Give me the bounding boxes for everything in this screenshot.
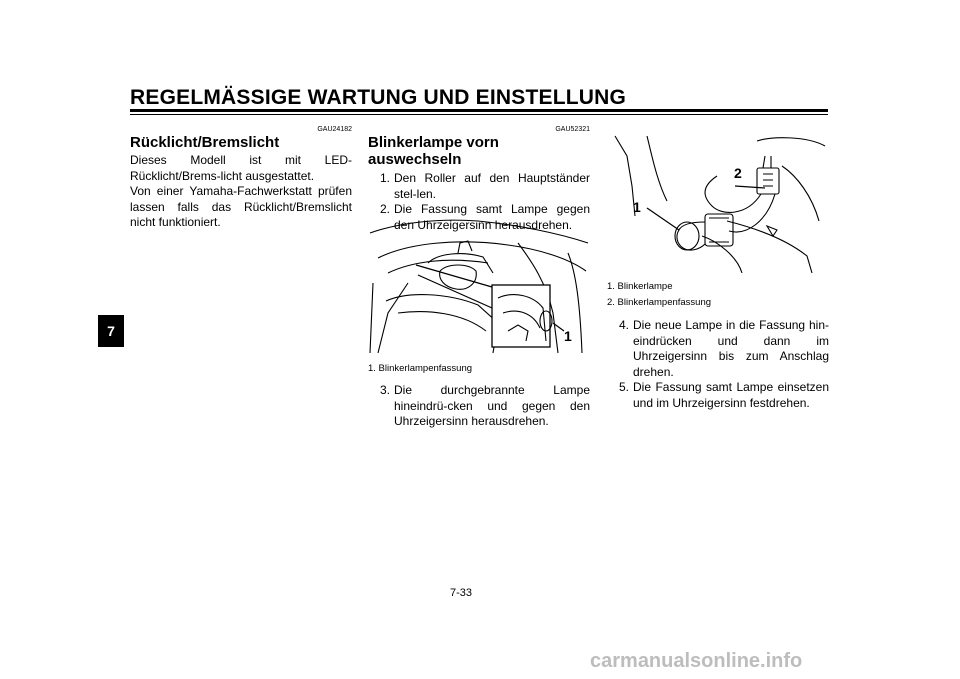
section-title: Rücklicht/Bremslicht (130, 134, 280, 151)
header-rule (130, 109, 828, 112)
list-item (619, 318, 829, 380)
figure-bulb-socket (607, 126, 829, 273)
step-number: 4. (619, 318, 630, 332)
figure-caption: 1. Blinkerlampenfassung (368, 363, 473, 374)
step-number: 3. (380, 383, 391, 397)
middle-lower (368, 362, 590, 430)
header-rule-thin (130, 114, 828, 115)
left-section (130, 126, 352, 231)
page-title: REGELMÄSSIGE WARTUNG UND EINSTELLUNG (130, 86, 627, 109)
step-text: Die Fassung samt Lampe gegen den Uhrzeigersinn herausdrehen. (394, 202, 590, 232)
step-number: 1. (380, 171, 391, 185)
list-item (380, 171, 590, 202)
page-number: 7-33 (450, 587, 473, 599)
right-section (607, 280, 829, 411)
step-number: 2. (380, 202, 391, 216)
list-item (380, 383, 590, 430)
figure-turn-signal-housing (368, 213, 590, 355)
section-title: Blinkerlampe vorn auswechseln (368, 134, 499, 168)
step-list (368, 383, 590, 430)
step-number: 5. (619, 380, 630, 394)
figure-caption: 2. Blinkerlampenfassung (607, 297, 712, 308)
step-text: Die durchgebrannte Lampe hineindrü-cken und gegen den Uhrzeigersinn herausdrehen. (394, 383, 590, 428)
step-text: Die Fassung samt Lampe einsetzen und im Uhrzeigersinn festdrehen. (633, 380, 829, 410)
figure-caption: 1. Blinkerlampe (607, 281, 673, 292)
figure-label: 1 (564, 328, 572, 344)
paragraph: Von einer Yamaha-Fachwerkstatt prüfen lassen falls das Rücklicht/Bremslicht nicht funktioniert. (130, 184, 352, 229)
step-list (607, 318, 829, 411)
figure-label-bulb: 1 (633, 199, 641, 215)
figure-label-socket: 2 (734, 165, 742, 181)
step-text: Die neue Lampe in die Fassung hin-eindrücken und dann im Uhrzeigersinn bis zum Anschlag drehen. (633, 318, 829, 379)
list-item (619, 380, 829, 411)
watermark: carmanualsonline.info (590, 650, 803, 672)
step-text: Den Roller auf den Hauptständer stel-len. (394, 171, 590, 201)
paragraph: Dieses Modell ist mit LED-Rücklicht/Brems-licht ausgestattet. (130, 153, 352, 183)
section-code: GAU52321 (555, 126, 590, 133)
chapter-tab[interactable]: 7 (98, 315, 124, 347)
section-code: GAU24182 (317, 126, 352, 133)
